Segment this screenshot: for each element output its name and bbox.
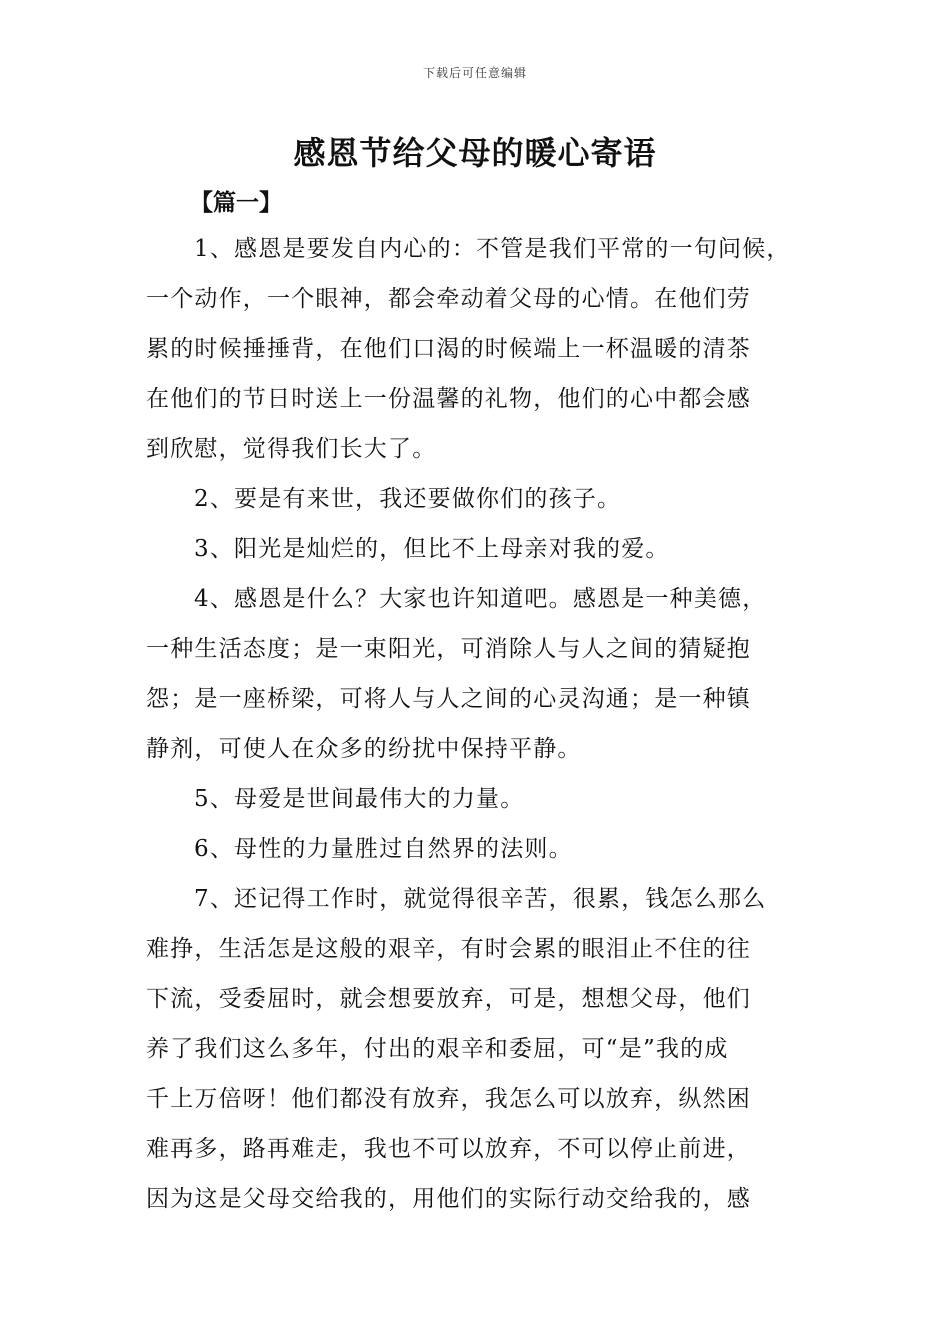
paragraph-3 — [146, 524, 836, 574]
document-title: 感恩节给父母的暖心寄语 — [293, 134, 657, 172]
paragraph-line: 到欣慰，觉得我们长大了。 — [146, 436, 437, 462]
paragraph-line: 千上万倍呀！他们都没有放弃，我怎么可以放弃，纵然困 — [146, 1086, 751, 1112]
paragraph-line: 1、感恩是要发自内心的：不管是我们平常的一句问候， — [194, 236, 791, 262]
paragraph-line: 难再多，路再难走，我也不可以放弃，不可以停止前进， — [146, 1136, 751, 1162]
paragraph-line: 2、要是有来世，我还要做你们的孩子。 — [194, 486, 622, 512]
document-body — [146, 224, 836, 1224]
paragraph-line: 怨；是一座桥梁，可将人与人之间的心灵沟通；是一种镇 — [146, 686, 751, 712]
paragraph-line: 一种生活态度；是一束阳光，可消除人与人之间的猜疑抱 — [146, 636, 751, 662]
paragraph-line: 难挣，生活怎是这般的艰辛，有时会累的眼泪止不住的往 — [146, 936, 751, 962]
paragraph-line: 7、还记得工作时，就觉得很辛苦，很累，钱怎么那么 — [194, 886, 767, 912]
header-note: 下载后可任意编辑 — [422, 66, 527, 80]
paragraph-line: 一个动作，一个眼神，都会牵动着父母的心情。在他们劳 — [146, 286, 751, 312]
paragraph-line: 6、母性的力量胜过自然界的法则。 — [194, 836, 573, 862]
paragraph-line: 4、感恩是什么？大家也许知道吧。感恩是一种美德， — [194, 586, 767, 612]
paragraph-line: 累的时候捶捶背，在他们口渴的时候端上一杯温暖的清茶 — [146, 336, 751, 362]
paragraph-line: 养了我们这么多年，付出的艰辛和委屈，可“是”我的成 — [146, 1036, 729, 1062]
paragraph-line: 在他们的节日时送上一份温馨的礼物，他们的心中都会感 — [146, 386, 751, 412]
paragraph-6 — [146, 824, 836, 874]
paragraph-line: 下流，受委屈时，就会想要放弃，可是，想想父母，他们 — [146, 986, 751, 1012]
paragraph-4 — [146, 574, 836, 774]
paragraph-line: 3、阳光是灿烂的，但比不上母亲对我的爱。 — [194, 536, 670, 562]
paragraph-1 — [146, 224, 836, 474]
paragraph-line: 5、母爱是世间最伟大的力量。 — [194, 786, 525, 812]
paragraph-line: 静剂，可使人在众多的纷扰中保持平静。 — [146, 736, 582, 762]
paragraph-7 — [146, 874, 836, 1224]
paragraph-5 — [146, 774, 836, 824]
paragraph-2 — [146, 474, 836, 524]
paragraph-line: 因为这是父母交给我的，用他们的实际行动交给我的，感 — [146, 1186, 751, 1212]
section-heading: 【篇一】 — [190, 189, 282, 216]
